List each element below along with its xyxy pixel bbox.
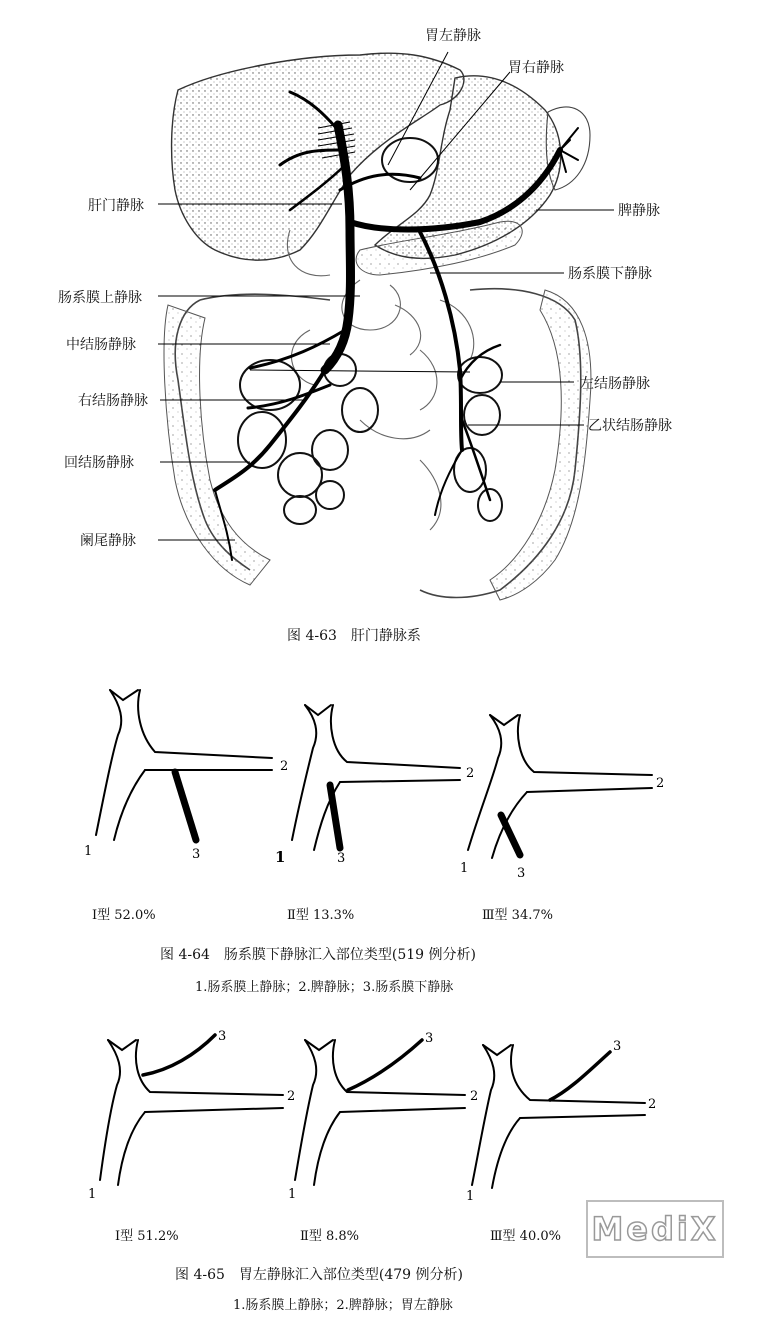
fig65-p3-label-3: 3 bbox=[613, 1039, 622, 1054]
fig65-type-3-percent: Ⅲ型 40.0% bbox=[490, 1229, 561, 1244]
label-right-gastric-vein: 胃右静脉 bbox=[508, 60, 564, 76]
label-inferior-mesenteric-vein: 肠系膜下静脉 bbox=[568, 266, 652, 282]
fig65-p3-label-1: 1 bbox=[466, 1189, 475, 1204]
fig65-panel-type-3 bbox=[472, 1045, 645, 1188]
figure-4-64-caption: 图 4-64 肠系膜下静脉汇入部位类型(519 例分析) bbox=[160, 947, 476, 963]
fig65-p1-label-2: 2 bbox=[287, 1089, 296, 1104]
fig64-p3-label-1: 1 bbox=[460, 861, 469, 876]
label-portal-vein: 肝门静脉 bbox=[88, 198, 144, 214]
label-ileocolic-vein: 回结肠静脉 bbox=[64, 455, 134, 471]
label-middle-colic-vein: 中结肠静脉 bbox=[66, 337, 136, 353]
fig64-p1-label-2: 2 bbox=[280, 759, 289, 774]
fig65-p2-label-3: 3 bbox=[425, 1031, 434, 1046]
label-left-gastric-vein: 胃左静脉 bbox=[425, 28, 481, 44]
fig64-p2-label-1: 1 bbox=[275, 848, 286, 866]
label-left-colic-vein: 左结肠静脉 bbox=[580, 376, 650, 392]
fig64-p2-label-3: 3 bbox=[337, 851, 346, 866]
fig65-panel-type-1 bbox=[100, 1035, 283, 1185]
figure-4-65-caption: 图 4-65 胃左静脉汇入部位类型(479 例分析) bbox=[175, 1267, 463, 1283]
fig65-type-2-percent: Ⅱ型 8.8% bbox=[300, 1229, 359, 1244]
fig65-p2-label-2: 2 bbox=[470, 1089, 479, 1104]
label-splenic-vein: 脾静脉 bbox=[618, 203, 660, 219]
fig64-p1-label-3: 3 bbox=[192, 847, 201, 862]
fig65-panel-type-2 bbox=[295, 1040, 465, 1185]
label-appendicular-vein: 阑尾静脉 bbox=[80, 533, 136, 549]
label-superior-mesenteric-vein: 肠系膜上静脉 bbox=[58, 290, 142, 306]
fig64-p3-label-3: 3 bbox=[517, 866, 526, 881]
fig65-p3-label-2: 2 bbox=[648, 1097, 657, 1112]
fig64-type-1-percent: Ⅰ型 52.0% bbox=[92, 908, 156, 923]
fig64-p2-label-2: 2 bbox=[466, 766, 475, 781]
figure-4-65-legend: 1.肠系膜上静脉；2.脾静脉；胃左静脉 bbox=[233, 1298, 453, 1313]
label-right-colic-vein: 右结肠静脉 bbox=[78, 393, 148, 409]
fig65-type-1-percent: Ⅰ型 51.2% bbox=[115, 1229, 179, 1244]
figure-4-64-legend: 1.肠系膜上静脉；2.脾静脉；3.肠系膜下静脉 bbox=[195, 980, 454, 995]
figure-4-63-caption: 图 4-63 肝门静脉系 bbox=[287, 628, 421, 644]
fig64-type-3-percent: Ⅲ型 34.7% bbox=[482, 908, 553, 923]
label-sigmoid-vein: 乙状结肠静脉 bbox=[588, 418, 672, 434]
fig65-p1-label-1: 1 bbox=[88, 1187, 97, 1202]
medix-watermark: MediX bbox=[586, 1200, 724, 1258]
fig65-p2-label-1: 1 bbox=[288, 1187, 297, 1202]
fig65-p1-label-3: 3 bbox=[218, 1029, 227, 1044]
fig64-p1-label-1: 1 bbox=[84, 844, 93, 859]
fig64-type-2-percent: Ⅱ型 13.3% bbox=[287, 908, 355, 923]
fig64-p3-label-2: 2 bbox=[656, 776, 665, 791]
